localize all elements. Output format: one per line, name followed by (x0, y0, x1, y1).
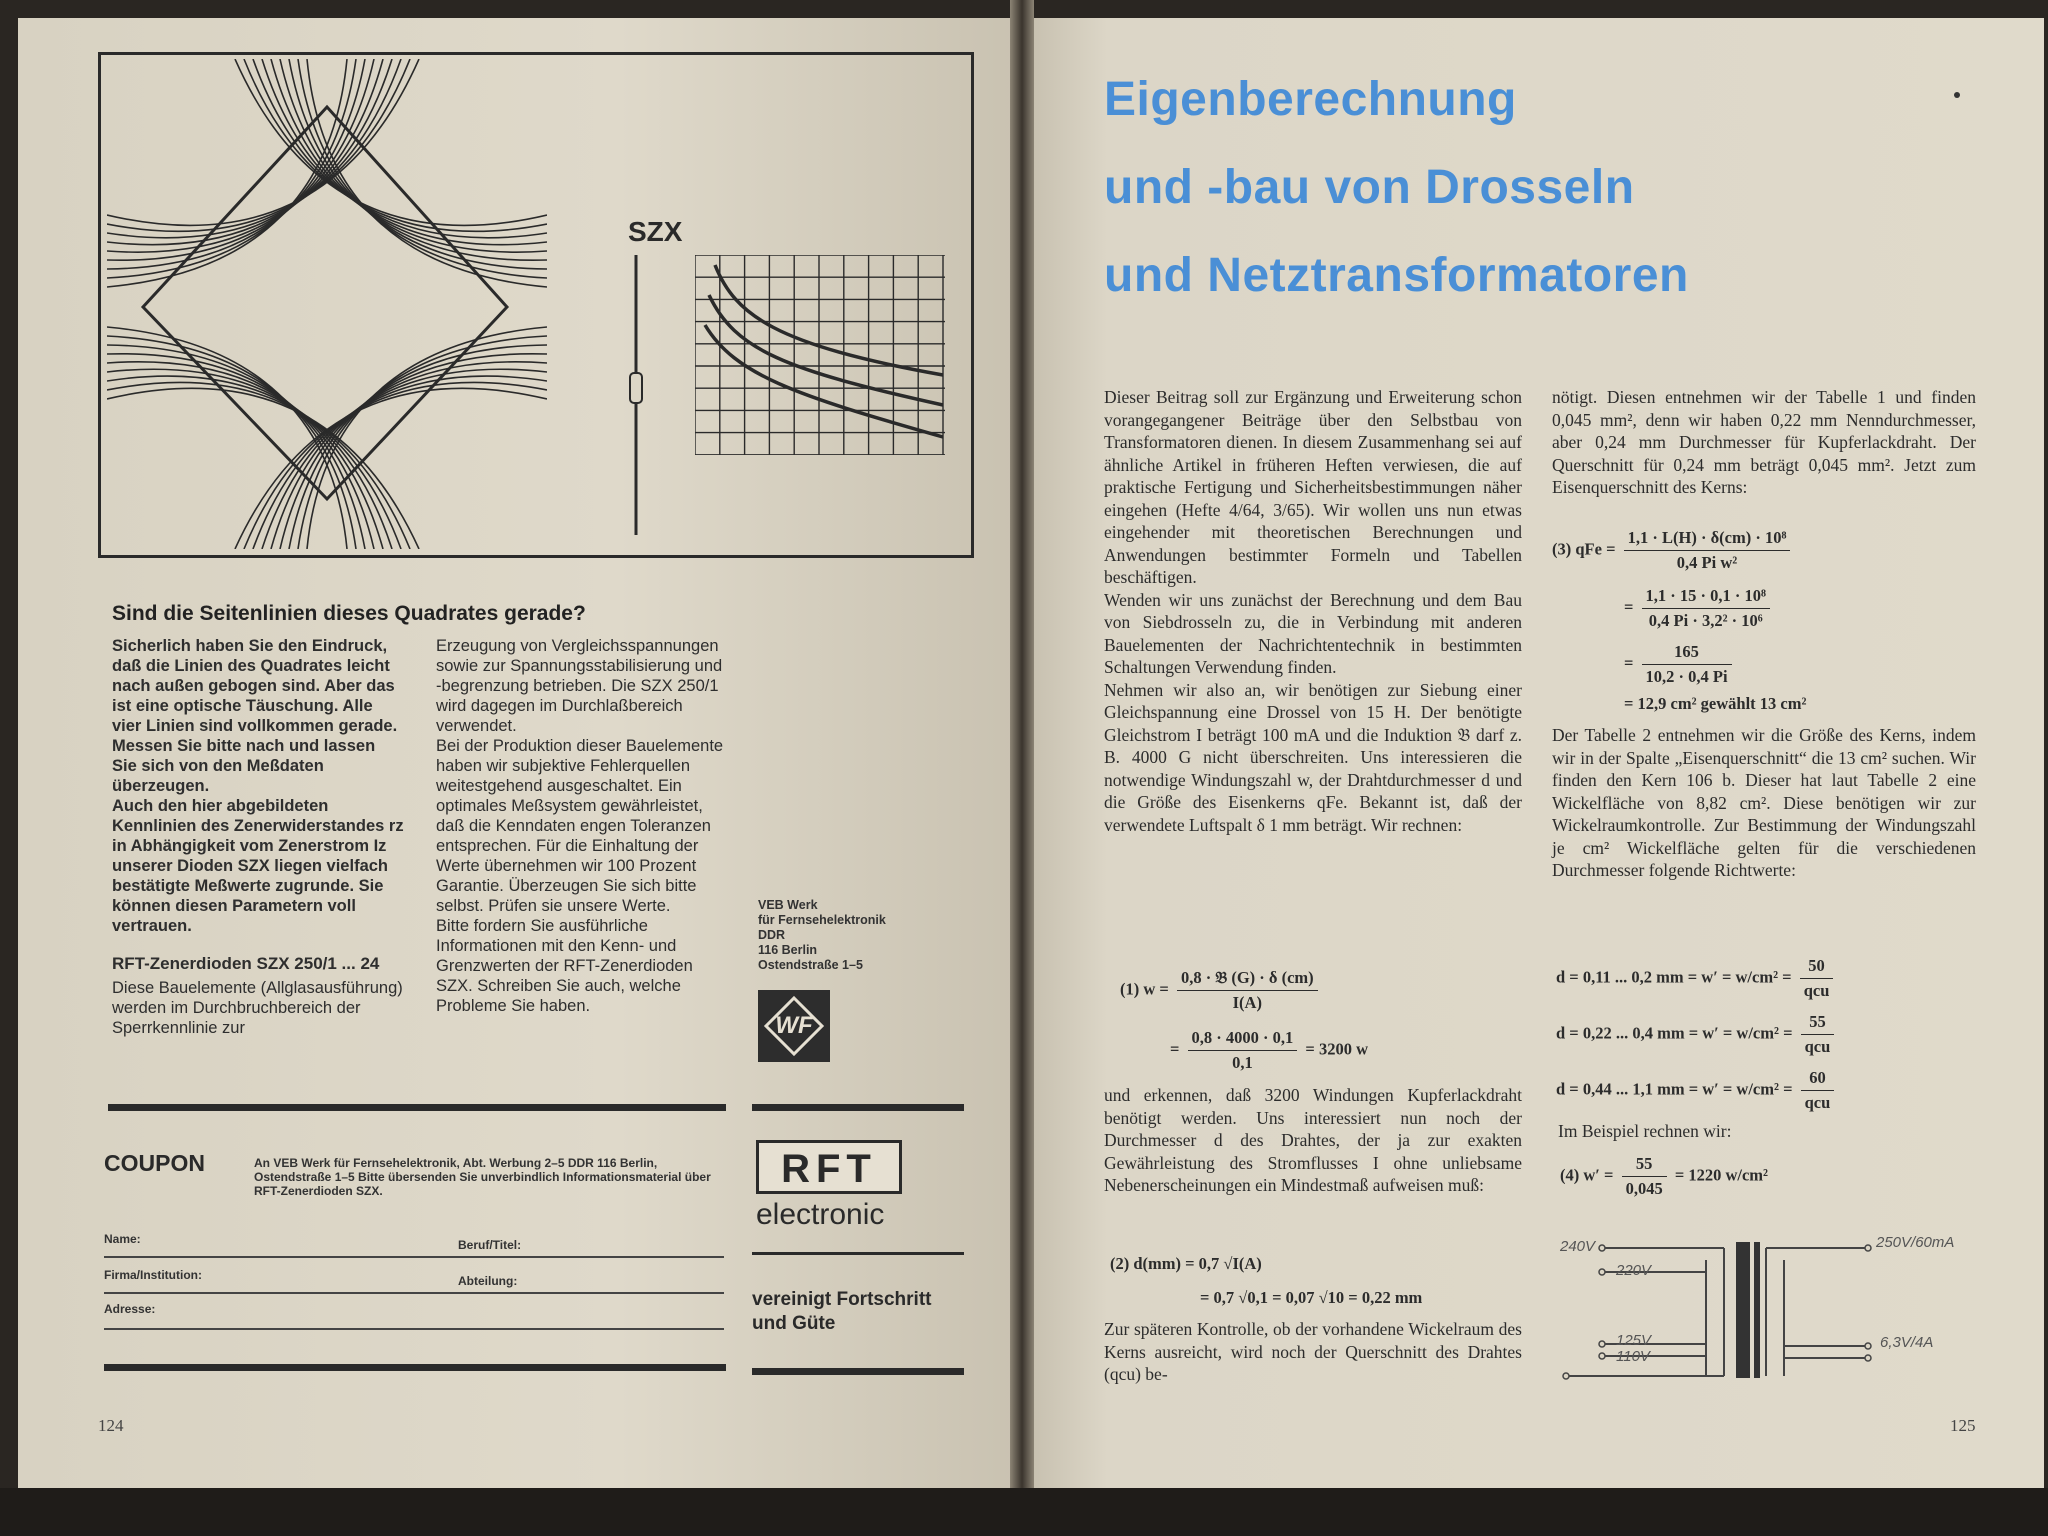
equation-1 (1120, 968, 1322, 1013)
divider (752, 1252, 964, 1255)
eq3b-denominator: 0,4 Pi · 3,2² · 10⁶ (1648, 611, 1763, 630)
illusion-line (307, 327, 547, 549)
zener-characteristic-chart (695, 255, 945, 455)
article-paragraph: Der Tabelle 2 entnehmen wir die Größe des Kerns, indem wir in der Spalte „Eisenquerschnitt“ die 13 cm² suchen. Wir finden den Kern 106 b. Dieser hat laut Tabelle 2 eine Wickelfläche von 8,82 cm². Diese benötigen wir zur Wickelraumkontrolle. Zur Bestimmung der Windungszahl je cm² Wickelfläche gelten für die verschiedenen Durchmesser folgende Richtwerte: (1552, 725, 1976, 880)
equation-3d: = 12,9 cm² gewählt 13 cm² (1624, 694, 1807, 713)
beispiel-line (1558, 1120, 1982, 1143)
equation-3 (1552, 528, 1794, 573)
article-column-1 (1104, 386, 1522, 836)
illusion-line (280, 354, 547, 549)
electronic-wordmark: electronic (756, 1198, 885, 1231)
zener-diode-symbol (621, 255, 651, 535)
divider (752, 1104, 964, 1111)
eq1b-numerator: 0,8 · 4000 · 0,1 (1188, 1028, 1298, 1051)
richtwert-1 (1556, 956, 1837, 1001)
eq1-denominator: I(A) (1232, 993, 1262, 1012)
divider (752, 1368, 964, 1375)
illusion-line (289, 345, 547, 549)
article-column-2 (1552, 386, 1976, 499)
transformer-schematic (1556, 1230, 1996, 1390)
eq4-result: = 1220 w/cm² (1674, 1165, 1768, 1185)
coupon-text: An VEB Werk für Fernsehelektronik, Abt. Werbung 2–5 DDR 116 Berlin, Ostendstraße 1–5 Bitte übersenden Sie unverbindlich Informationsmaterial über RFT-Zenerdioden SZX. (254, 1156, 711, 1198)
eq3-denominator: 0,4 Pi w² (1676, 553, 1738, 572)
rft-logo-text: RFT (781, 1147, 877, 1191)
article-column-1-end (1104, 1318, 1522, 1386)
field-adresse-label: Adresse: (104, 1302, 156, 1316)
eq4-label: (4) w′ = (1560, 1165, 1614, 1185)
illusion-line (253, 59, 547, 238)
advert-paragraph: Auch den hier abgebildeten Kennlinien des Zenerwiderstandes rz in Abhängigkeit vom Zenerstrom Iz unserer Dioden SZX liegen vielfach bestätigte Meßwerte zugrunde. Sie können diesen Parametern voll vertrauen. (112, 797, 404, 935)
eq1b-result: = 3200 w (1305, 1039, 1368, 1059)
rw1-den: qcu (1803, 981, 1830, 1000)
divider (104, 1364, 726, 1371)
slogan: vereinigt Fortschritt und Güte (752, 1289, 932, 1334)
illusion-line (107, 354, 374, 549)
rw1-text: d = 0,11 ... 0,2 mm = w′ = w/cm² = (1556, 967, 1792, 987)
illusion-line (107, 327, 347, 549)
equation-2b: = 0,7 √0,1 = 0,07 √10 = 0,22 mm (1200, 1288, 1423, 1307)
field-abteilung-label: Abteilung: (458, 1274, 518, 1288)
book-gutter (1010, 0, 1034, 1500)
page-number-left: 124 (98, 1416, 124, 1435)
illusion-line (262, 369, 547, 549)
equation-3c: = $\frac{165}{10,2 \cdot 0,4 Pi}$ (1624, 642, 1736, 687)
label-110v: 110V (1616, 1348, 1650, 1365)
eq1-numerator: 0,8 · 𝔅 (G) · δ (cm) (1177, 968, 1318, 991)
article-title-line-3: und Netztransformatoren (1104, 249, 1689, 302)
field-firma-label: Firma/Institution: (104, 1268, 202, 1282)
field-adresse-line[interactable] (104, 1328, 724, 1330)
advert-paragraph: Sicherlich haben Sie den Eindruck, daß die Linien des Quadrates leicht nach außen gebogen sind. Aber das ist eine optische Täuschung. Alle vier Linien sind vollkommen gerade. Messen Sie bitte nach und lassen Sie sich von den Meßdaten überzeugen. (112, 637, 398, 795)
rw1-num: 50 (1800, 956, 1834, 979)
field-name-label: Name: (104, 1232, 141, 1246)
article-title-line-2: und -bau von Drosseln (1104, 161, 1635, 214)
label-250v-60ma: 250V/60mA (1876, 1234, 1955, 1251)
company-address: VEB Werk für Fernsehelektronik DDR 116 Berlin Ostendstraße 1–5 (758, 898, 886, 972)
illusion-line (107, 369, 392, 549)
advert-column-1 (112, 636, 404, 1038)
rw3-den: qcu (1804, 1093, 1831, 1112)
illusion-line (253, 376, 547, 549)
optical-illusion-square (107, 59, 547, 549)
rw2-den: qcu (1804, 1037, 1831, 1056)
wf-logo (758, 990, 830, 1062)
eq1b-denominator: 0,1 (1232, 1053, 1253, 1072)
equation-4 (1560, 1154, 1768, 1199)
label-220v: 220V (1616, 1262, 1652, 1279)
illusion-line (107, 376, 401, 549)
article-column-2-cont (1552, 724, 1976, 882)
wf-logo-text: WF (775, 1012, 813, 1039)
rw3-text: d = 0,44 ... 1,1 mm = w′ = w/cm² = (1556, 1079, 1793, 1099)
dot-mark (1954, 92, 1960, 98)
article-paragraph: nötigt. Diesen entnehmen wir der Tabelle 1 und finden 0,045 mm², denn wir haben 0,22 mm Nenndurchmesser, aber 0,24 mm Durchmesser für Kupferlackdraht. Der Querschnitt für 0,24 mm beträgt 0,045 mm². Jetzt zum Eisenquerschnitt des Kerns: (1552, 387, 1976, 497)
eq4-num: 55 (1622, 1154, 1667, 1177)
label-125v: 125V (1616, 1332, 1652, 1349)
illusion-line (107, 59, 392, 245)
article-paragraph: und erkennen, daß 3200 Windungen Kupferlackdraht benötigt werden. Uns interessiert nun noch der Durchmesser d des Drahtes, der ja zur exakten Gewährleistung des Stromflusses I ohne unliebsame Nebenerscheinungen ein Mindestmaß aufweisen muß: (1104, 1085, 1522, 1195)
rft-logo (756, 1140, 902, 1194)
equation-2a: (2) d(mm) = 0,7 √I(A) (1110, 1254, 1262, 1273)
article-paragraph: Im Beispiel rechnen wir: (1558, 1121, 1732, 1141)
advert-subheading: RFT-Zenerdioden SZX 250/1 ... 24 (112, 954, 380, 973)
label-6v3-4a: 6,3V/4A (1880, 1334, 1934, 1351)
advert-figure (98, 52, 974, 558)
rw2-num: 55 (1801, 1012, 1835, 1035)
field-name-line[interactable] (104, 1256, 724, 1258)
label-240v: 240V (1560, 1238, 1596, 1255)
illusion-line (262, 59, 547, 245)
eq3b-numerator: 1,1 · 15 · 0,1 · 10⁸ (1642, 586, 1770, 609)
article-paragraph: Zur späteren Kontrolle, ob der vorhandene Wickelraum des Kerns ausreicht, wird noch der Querschnitt des Drahtes (qcu) be- (1104, 1319, 1522, 1384)
eq3c-numerator: 165 (1642, 642, 1732, 665)
advert-heading: Sind die Seitenlinien dieses Quadrates gerade? (112, 602, 586, 625)
eq1-label: (1) w = (1120, 979, 1169, 999)
article-column-1-cont (1104, 1084, 1522, 1197)
richtwert-2 (1556, 1012, 1838, 1057)
advert-column-2 (436, 636, 730, 1016)
equation-3b: = $\frac{\text{1,1 · 15 · 0,1 · 10⁸}}{\text{0,4 Pi · 3,2² · 10⁶}}$ (1624, 586, 1774, 631)
article-title-line-1: Eigenberechnung (1104, 73, 1517, 126)
eq4-den: 0,045 (1625, 1179, 1663, 1198)
eq3c-denominator: 10,2 · 0,4 Pi (1645, 667, 1728, 686)
rw3-num: 60 (1801, 1068, 1835, 1091)
illusion-line (107, 345, 365, 549)
rw2-text: d = 0,22 ... 0,4 mm = w′ = w/cm² = (1556, 1023, 1793, 1043)
field-beruf-label: Beruf/Titel: (458, 1238, 522, 1252)
figure-label: SZX (628, 216, 683, 247)
richtwert-3 (1556, 1068, 1838, 1113)
article-paragraph: Dieser Beitrag soll zur Ergänzung und Erweiterung schon vorangegangener Beiträge über den Selbstbau von Transformatoren dienen. In diesem Zusammenhang sei auf ähnliche Artikel in früheren Heften verwiesen, die auf praktische Fertigung und Sicherheitsbestimmungen näher eingehen (Hefte 4/64, 3/65). Wir wollen uns nun etwas eingehender mit theoretischen Berechnungen und Anwendungen bestimmter Formeln und Tabellen beschäftigen. Wenden wir uns zunächst der Berechnung und dem Bau von Siebdrosseln zu, die in Verbindung mit anderen Bauelementen der Nachrichtentechnik in bestimmten Schaltungen Verwendung finden. Nehmen wir also an, wir benötigen zur Siebung einer Gleichspannung eine Drossel von 15 H. Der benötigte Gleichstrom I beträgt 100 mA und die Induktion 𝔅 darf z. B. 4000 G nicht überschreiten. Uns interessieren die notwendige Windungszahl w, der Drahtdurchmesser d und die Größe des Eisenkerns qFe. Bekannt ist, daß der verwendete Luftspalt δ 1 mm beträgt. Wir rechnen: (1104, 387, 1522, 835)
equation-1b: = $\frac{0,8 \cdot 4000 \cdot 0,1}{0,1}$ = 3200 w (1170, 1028, 1368, 1072)
field-firma-line[interactable] (104, 1292, 724, 1294)
table-surface (0, 1488, 2048, 1536)
advert-paragraph: Diese Bauelemente (Allglasausführung) werden im Durchbruchbereich der Sperrkennlinie zur (112, 979, 403, 1037)
eq3-label: (3) qFe = (1552, 539, 1616, 559)
illusion-line (107, 59, 401, 238)
coupon-label: COUPON (104, 1150, 205, 1176)
advert-paragraph: Erzeugung von Vergleichsspannungen sowie zur Spannungsstabilisierung und -begrenzung betrieben. Die SZX 250/1 wird dagegen im Durchlaßbereich verwendet. Bei der Produktion dieser Bauelemente haben wir subjektive Fehlerquellen weitestgehend ausgeschaltet. Ein optimales Meßsystem gewährleistet, daß die Kenndaten engen Toleranzen entsprechen. Für die Einhaltung der Werte übernehmen wir 100 Prozent Garantie. Überzeugen Sie sich bitte selbst. Prüfen sie unsere Werte. Bitte fordern Sie ausführliche Informationen mit den Kenn- und Grenzwerten der RFT-Zenerdioden SZX. Schreiben Sie auch, welche Probleme Sie haben. (436, 637, 724, 1015)
divider (108, 1104, 726, 1111)
page-number-right: 125 (1950, 1416, 1976, 1435)
eq3-numerator: 1,1 · L(H) · δ(cm) · 10⁸ (1624, 528, 1791, 551)
